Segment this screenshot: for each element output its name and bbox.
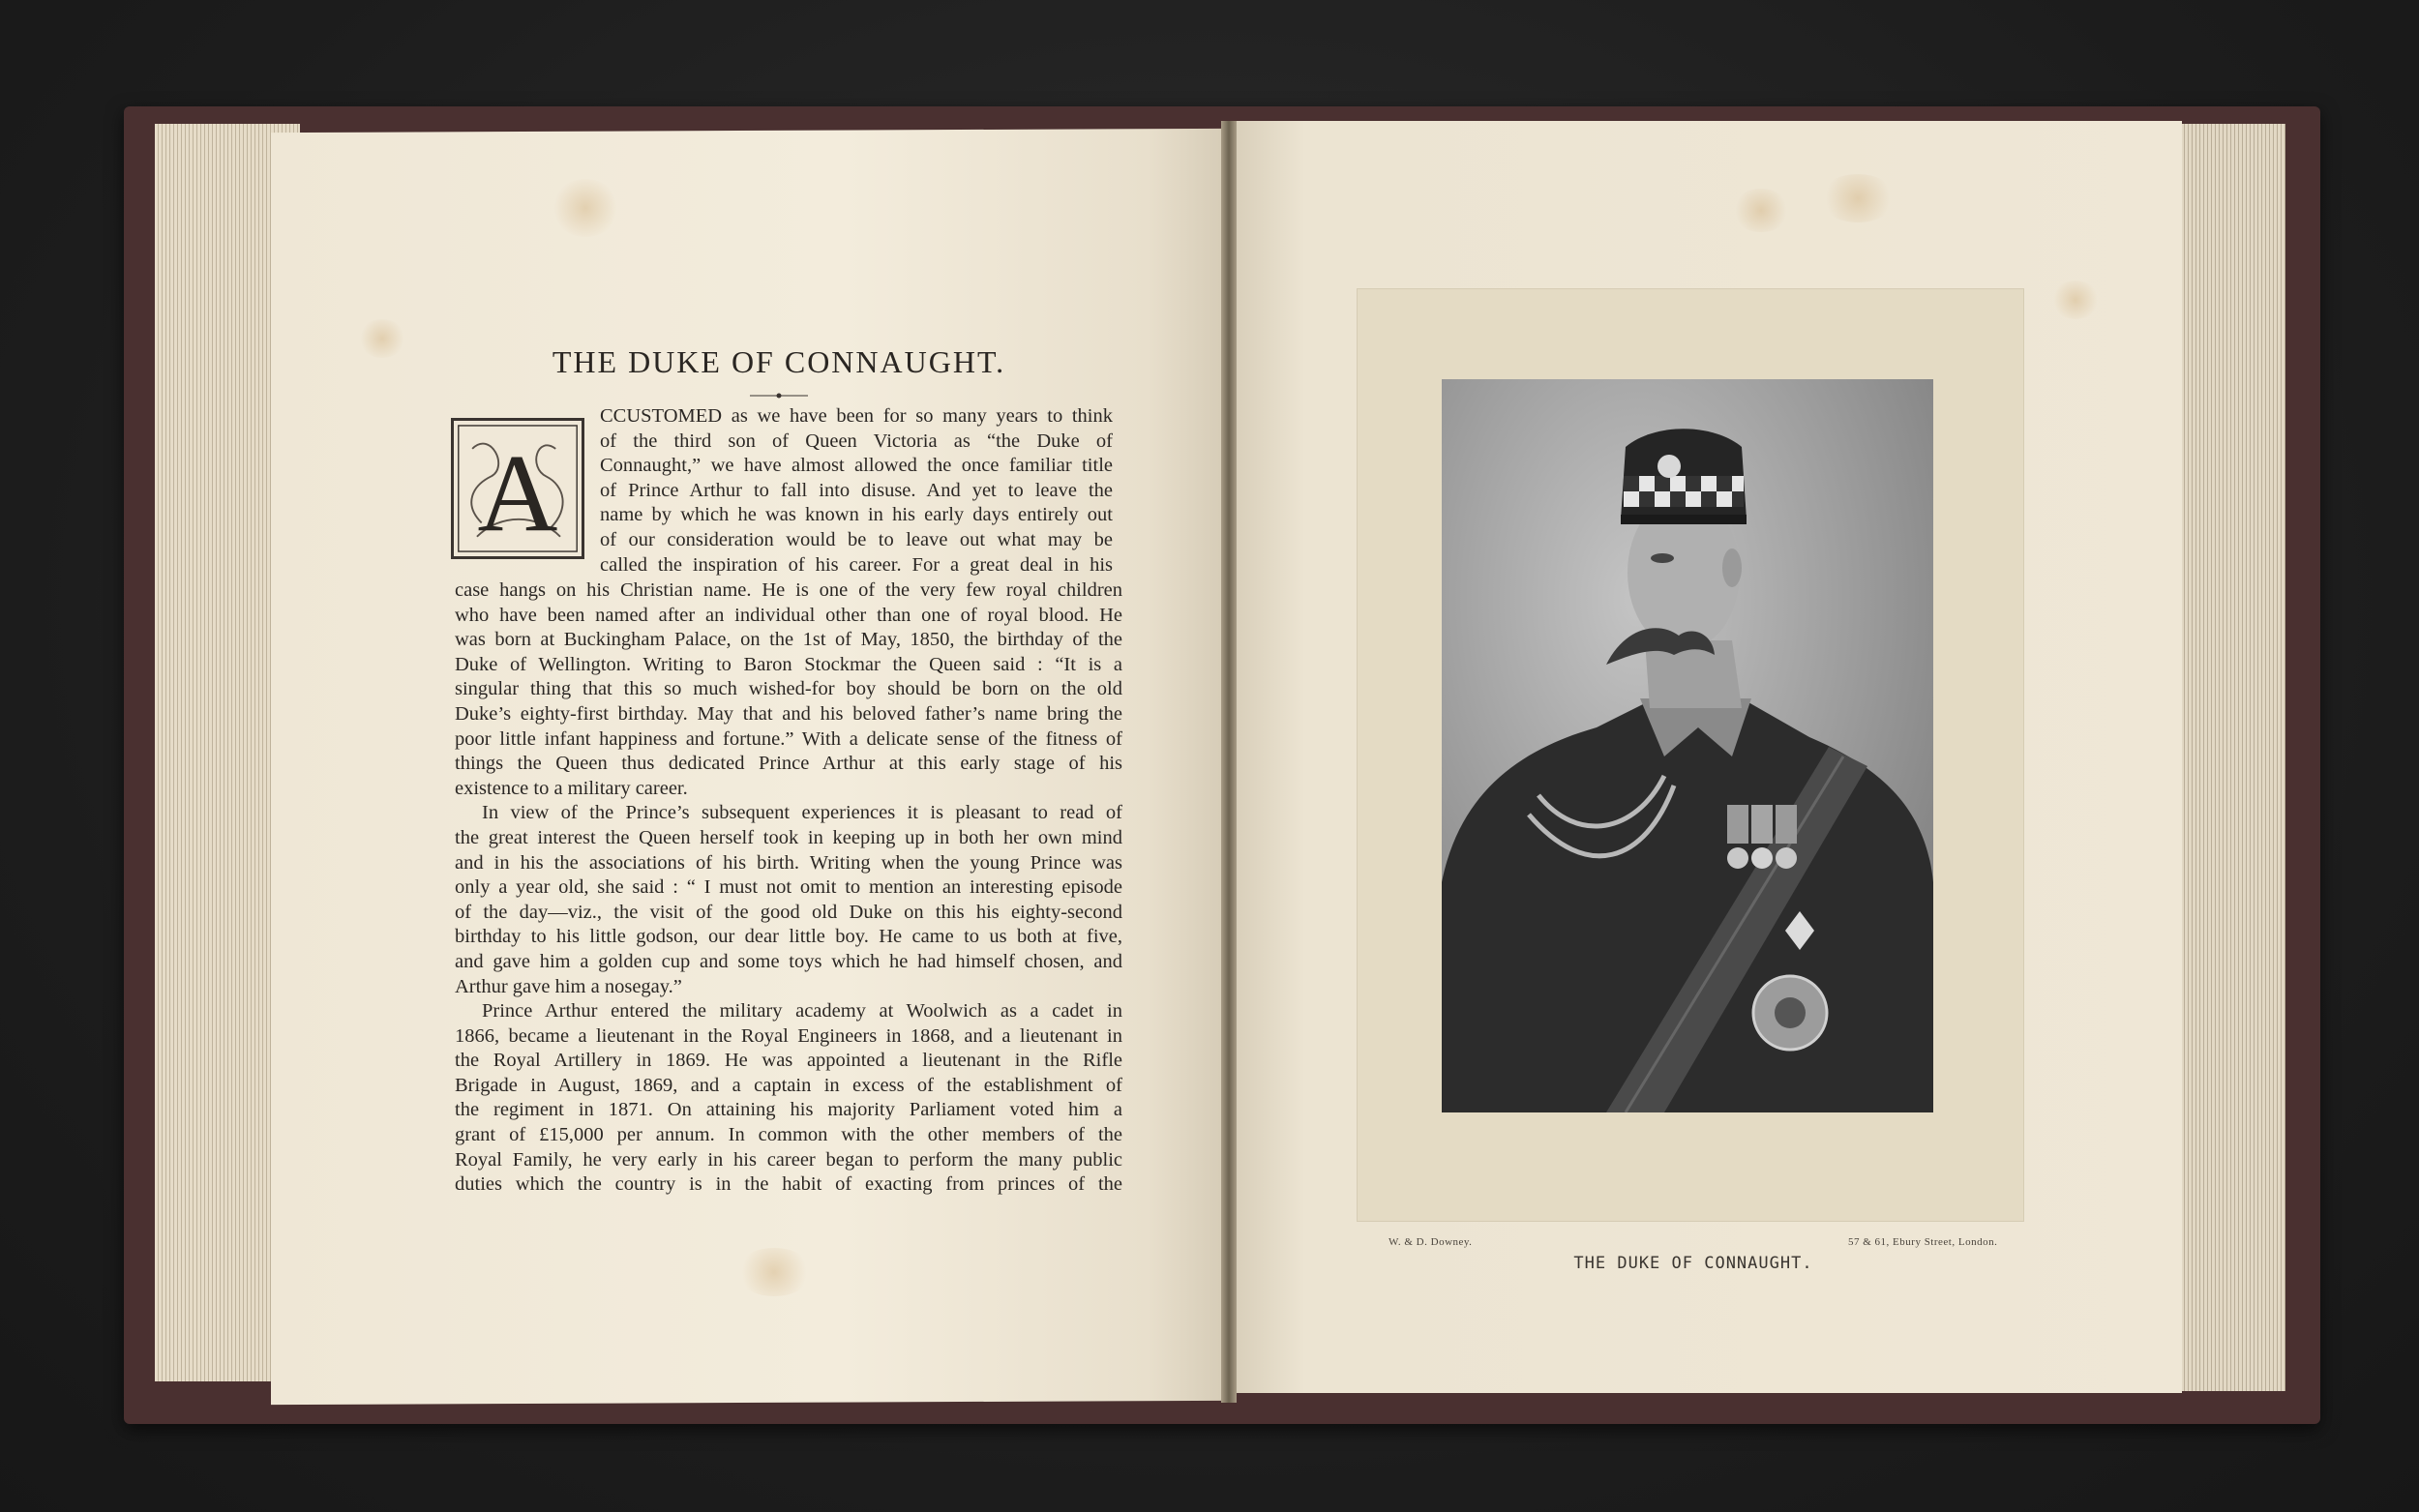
text-line: birthday to his little godson, our dear little boy. He came to us both at five, — [455, 926, 1122, 948]
foxing-stain — [1732, 189, 1790, 232]
text-line: Prince Arthur entered the military academy at Woolwich as a cadet in — [482, 1000, 1122, 1023]
text-line: 1866, became a lieutenant in the Royal Engineers in 1868, and a lieutenant in — [455, 1024, 1122, 1047]
portrait-photograph — [1442, 379, 1933, 1112]
text-line: Arthur gave him a nosegay.” — [455, 975, 682, 997]
text-line: Duke of Wellington. Writing to Baron Stockmar the Queen said : “It is a — [455, 653, 1122, 675]
text-line: the great interest the Queen herself took in keeping up in both her own mind — [455, 826, 1122, 848]
text-line: Brigade in August, 1869, and a captain in excess of the establishment of — [455, 1074, 1122, 1096]
text-line: called the inspiration of his career. For a great deal in his — [600, 553, 1113, 576]
text-line: the regiment in 1871. On attaining his majority Parliament voted him a — [455, 1099, 1122, 1121]
text-line: only a year old, she said : “ I must not omit to mention an interesting episode — [455, 876, 1122, 899]
text-line: of the third son of Queen Victoria as “the Duke of — [600, 430, 1113, 452]
text-line: grant of £15,000 per annum. In common with the other members of the — [455, 1124, 1122, 1146]
text-line: and gave him a golden cup and some toys which he had himself chosen, and — [455, 950, 1122, 972]
foxing-stain — [1819, 174, 1896, 222]
drop-cap — [451, 418, 584, 559]
text-line: Duke’s eighty-first birthday. May that and his beloved father’s name bring the — [455, 702, 1122, 725]
text-line: and in his the associations of his birth. Writing when the young Prince was — [455, 851, 1122, 874]
title-ornament — [750, 391, 808, 400]
text-line: duties which the country is in the habit of exacting from princes of the — [455, 1173, 1122, 1196]
photographer-credit: W. & D. Downey. — [1389, 1236, 1473, 1248]
text-line: case hangs on his Christian name. He is one of the very few royal children — [455, 579, 1122, 601]
text-line: singular thing that this so much wished-for boy should be born on the old — [455, 678, 1122, 700]
photo-caption: THE DUKE OF CONNAUGHT. — [1573, 1254, 1813, 1273]
drop-cap-letter: A — [477, 431, 558, 555]
text-line: things the Queen thus dedicated Prince Arthur at this early stage of his — [455, 753, 1122, 775]
text-line: the Royal Artillery in 1869. He was appointed a lieutenant in the Rifle — [455, 1050, 1122, 1072]
portrait-officer-icon — [1442, 379, 1933, 1112]
foxing-stain — [2051, 281, 2100, 319]
text-line: poor little infant happiness and fortune.” With a delicate sense of the fitness of — [455, 727, 1122, 750]
drop-cap-ornament-icon — [454, 421, 582, 556]
text-line: of our consideration would be to leave out what may be — [600, 528, 1113, 550]
foxing-stain — [735, 1248, 813, 1296]
foxing-stain — [552, 179, 619, 237]
text-line: CCUSTOMED as we have been for so many years to think — [600, 405, 1113, 427]
page-edges-right — [2177, 124, 2285, 1391]
text-line: of the day—viz., the visit of the good old Duke on this his eighty-second — [455, 901, 1122, 923]
page-title: THE DUKE OF CONNAUGHT. — [552, 344, 1006, 379]
body-text — [455, 578, 1122, 1198]
text-line: Connaught,” we have almost allowed the once familiar title — [600, 455, 1113, 477]
text-line: In view of the Prince’s subsequent experiences it is pleasant to read of — [482, 802, 1122, 824]
text-line: name by which he was known in his early days entirely out — [600, 504, 1113, 526]
book-gutter — [1221, 121, 1237, 1403]
text-line: Royal Family, he very early in his career began to perform the many public — [455, 1148, 1122, 1171]
text-line: existence to a military career. — [455, 777, 688, 799]
text-line: was born at Buckingham Palace, on the 1st of May, 1850, the birthday of the — [455, 629, 1122, 651]
text-line: who have been named after an individual other than one of royal blood. He — [455, 604, 1122, 626]
address-credit: 57 & 61, Ebury Street, London. — [1848, 1236, 1998, 1248]
text-line: of Prince Arthur to fall into disuse. And yet to leave the — [600, 479, 1113, 501]
paragraph-intro — [600, 404, 1113, 578]
